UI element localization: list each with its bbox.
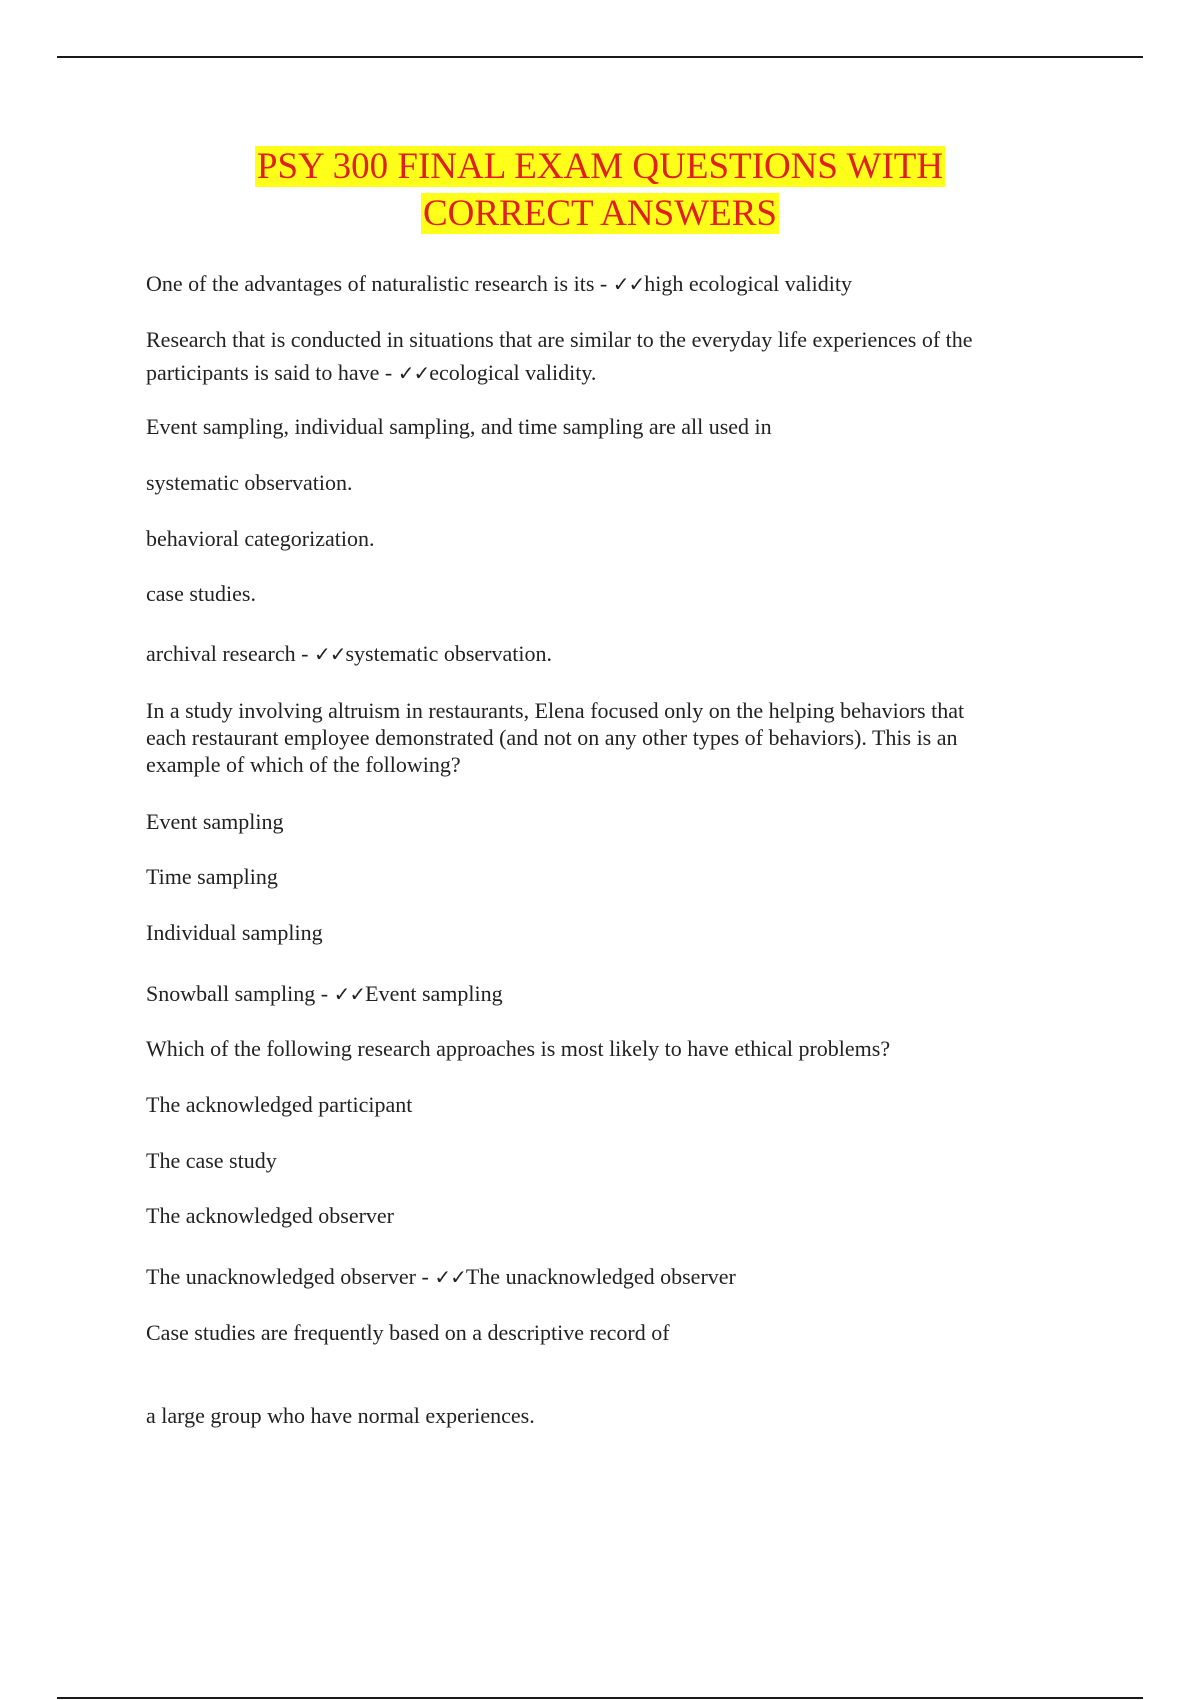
question-line [146,751,1066,778]
question-text: each restaurant employee demonstrated (and not on any other types of behaviors). This is an [146,725,958,750]
option-line [146,1202,1066,1230]
option-line [146,640,1066,668]
question-text: Case studies are frequently based on a descriptive record of [146,1320,670,1345]
question-text: Which of the following research approaches is most likely to have ethical problems? [146,1036,891,1061]
option-line [146,580,1066,608]
option-text: Time sampling [146,864,278,889]
option-text: archival research - [146,641,314,666]
question-line [146,724,1066,751]
page-title [0,143,1200,237]
question-line [146,413,1066,441]
option-text: Event sampling [146,809,284,834]
option-text: The unacknowledged observer - [146,1264,435,1289]
checkmark-icon: ✓✓ [333,982,366,1006]
option-line [146,980,1066,1008]
option-line [146,1147,1066,1175]
option-text: Snowball sampling - [146,981,334,1006]
option-line [146,863,1066,891]
answer-text: systematic observation. [345,641,552,666]
option-text: The acknowledged participant [146,1092,413,1117]
checkmark-icon: ✓✓ [397,361,430,385]
answer-text: The unacknowledged observer [465,1264,736,1289]
answer-text: Event sampling [365,981,503,1006]
checkmark-icon: ✓✓ [313,642,346,666]
option-line [146,808,1066,836]
question-line [146,1035,1066,1063]
option-text: systematic observation. [146,470,353,495]
option-text: a large group who have normal experiences. [146,1403,535,1428]
option-line [146,1263,1066,1291]
top-divider [57,56,1143,58]
question-text: example of which of the following? [146,752,461,777]
question-line [146,697,1066,724]
question-line [146,1319,1066,1347]
answer-text: ecological validity. [429,360,597,385]
question-line [146,326,1066,354]
option-text: The acknowledged observer [146,1203,395,1228]
option-line [146,1091,1066,1119]
title-line-1: PSY 300 FINAL EXAM QUESTIONS WITH [256,146,944,187]
question-text: In a study involving altruism in restaurants, Elena focused only on the helping behaviors that [146,698,965,723]
option-line [146,469,1066,497]
question-text: One of the advantages of naturalistic research is its - [146,271,613,296]
option-text: Individual sampling [146,920,323,945]
answer-text: high ecological validity [644,271,852,296]
question-text: Research that is conducted in situations that are similar to the everyday life experiences of the [146,327,973,352]
option-line [146,1402,1066,1430]
question-text: Event sampling, individual sampling, and time sampling are all used in [146,414,772,439]
bottom-divider [57,1697,1143,1699]
option-line [146,919,1066,947]
option-text: The case study [146,1148,277,1173]
option-text: behavioral categorization. [146,526,375,551]
checkmark-icon: ✓✓ [612,272,645,296]
option-line [146,525,1066,553]
question-line [146,359,1066,387]
question-text: participants is said to have - [146,360,398,385]
title-line-2: CORRECT ANSWERS [423,193,777,234]
checkmark-icon: ✓✓ [434,1265,466,1289]
option-text: case studies. [146,581,256,606]
question-line [146,270,1066,298]
